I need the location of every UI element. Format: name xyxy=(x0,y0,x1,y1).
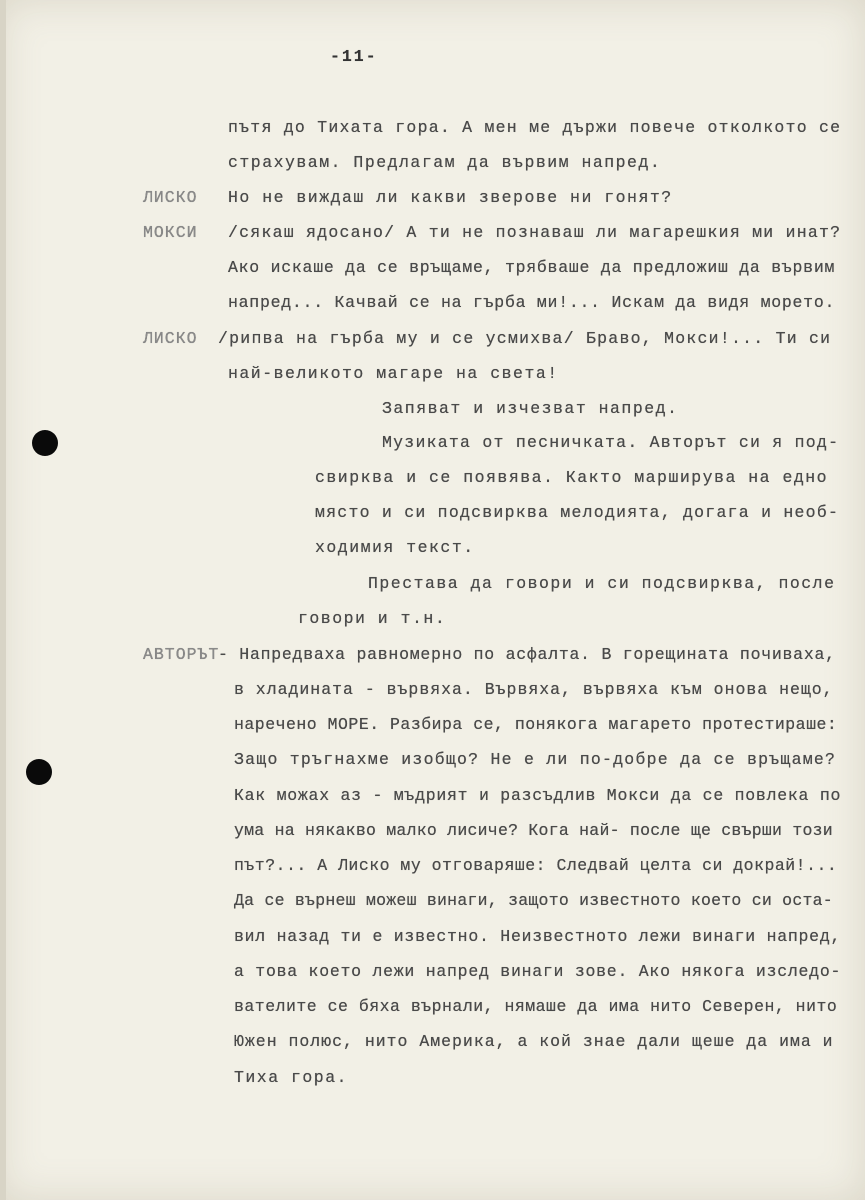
stage-direction: ходимия текст. xyxy=(315,538,475,557)
speaker-label: МОКСИ xyxy=(143,223,198,242)
text-line: напред... Качвай се на гърба ми!... Искам да видя морето. xyxy=(228,293,836,312)
stage-direction: свирква и се появява. Както марширува на едно xyxy=(315,468,829,487)
text-line: Да се върнеш можеш винаги, защото известното което си оста- xyxy=(234,891,833,910)
speaker-label: ЛИСКО xyxy=(143,188,198,207)
text-line: Южен полюс, нито Америка, а кой знае дали щеше да има и xyxy=(234,1032,834,1051)
stage-direction: място и си подсвирква мелодията, догага и необ- xyxy=(315,503,840,522)
stage-direction: говори и т.н. xyxy=(298,609,447,628)
text-line: пътя до Тихата гора. А мен ме държи повече отколкото се xyxy=(228,118,842,137)
punch-hole-top xyxy=(32,430,58,456)
paper-edge xyxy=(0,0,6,1200)
text-line: - Напредваха равномерно по асфалта. В горещината почиваха, xyxy=(218,645,836,664)
text-line: а това което лежи напред винаги зове. Ако някога изследо- xyxy=(234,962,842,981)
text-line: най-великото магаре на света! xyxy=(228,364,559,383)
text-line: Защо тръгнахме изобщо? Не е ли по-добре да се връщаме? xyxy=(234,750,837,769)
text-line: Как можах аз - мъдрият и разсъдлив Мокси да се повлека по xyxy=(234,786,842,805)
speaker-label: АВТОРЪТ xyxy=(143,645,220,664)
text-line: ума на някакво малко лисиче? Кога най- после ще свърши този xyxy=(234,821,833,840)
text-line: вил назад ти е известно. Неизвестното лежи винаги напред, xyxy=(234,927,842,946)
text-line: /сякаш ядосано/ А ти не познаваш ли магарешкия ми инат? xyxy=(228,223,842,242)
text-line: път?... А Лиско му отговаряше: Следвай целта си докрай!... xyxy=(234,856,838,875)
speaker-label: ЛИСКО xyxy=(143,329,198,348)
punch-hole-bottom xyxy=(26,759,52,785)
text-line: вателите се бяха върнали, нямаше да има нито Северен, нито xyxy=(234,997,838,1016)
text-line: /рипва на гърба му и се усмихва/ Браво, Мокси!... Ти си xyxy=(218,329,832,348)
text-line: страхувам. Предлагам да вървим напред. xyxy=(228,153,662,172)
text-line: в хладината - вървяха. Вървяха, вървяха към онова нещо, xyxy=(234,680,834,699)
stage-direction: Запяват и изчезват напред. xyxy=(382,399,679,418)
page-number: -11- xyxy=(330,47,378,66)
text-line: наречено МОРЕ. Разбира се, понякога магарето протестираше: xyxy=(234,715,838,734)
text-line: Тиха гора. xyxy=(234,1068,349,1087)
stage-direction: Престава да говори и си подсвирква, после xyxy=(368,574,836,593)
text-line: Но не виждаш ли какви зверове ни гонят? xyxy=(228,188,673,207)
text-line: Ако искаше да се връщаме, трябваше да предложиш да вървим xyxy=(228,258,836,277)
stage-direction: Музиката от песничката. Авторът си я под- xyxy=(382,433,840,452)
